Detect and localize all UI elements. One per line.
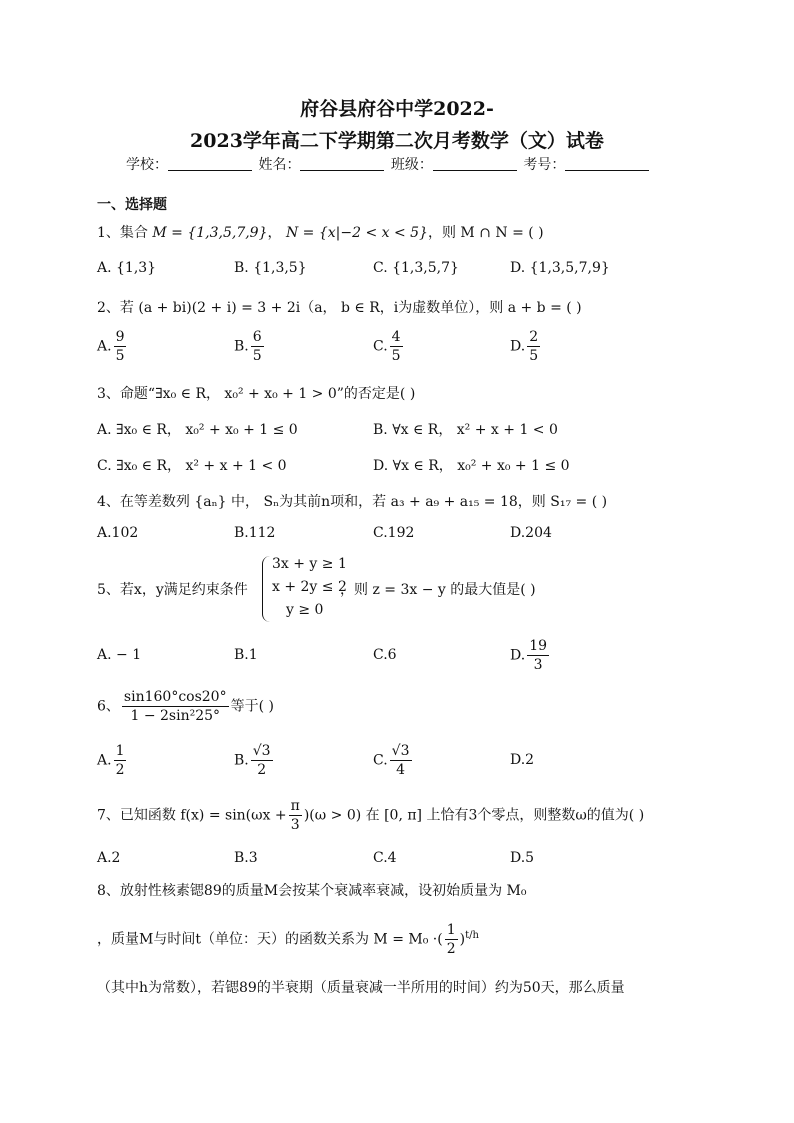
q4-stem: 在等差数列 {aₙ} 中， Sₙ为其前n项和，若 a₃ + a₉ + a₁₅ = 18，则 S₁₇ = ( ) bbox=[119, 494, 608, 510]
q6-option-d[interactable]: D.2 bbox=[510, 752, 535, 768]
q7-number: 7、 bbox=[97, 807, 120, 824]
q5-option-c[interactable]: C.6 bbox=[373, 647, 397, 663]
q6-c-fraction: $\frac{√3}{4}$ bbox=[391, 743, 410, 778]
q1-option-b[interactable]: B. {1,3,5} bbox=[234, 260, 307, 276]
school-label: 学校： bbox=[126, 157, 168, 173]
q2-c-label: C. bbox=[373, 338, 388, 355]
q1-stem: 集合 bbox=[119, 225, 148, 241]
question-2 bbox=[97, 297, 717, 317]
q5-constraint-3: y ≥ 0 bbox=[286, 602, 324, 618]
q5-constraint-2: x + 2y ≤ 2 bbox=[272, 579, 347, 595]
q5-constraint-1: 3x + y ≥ 1 bbox=[272, 556, 347, 572]
q1-set-m: M = {1,3,5,7,9} bbox=[152, 225, 268, 241]
q2-b-fraction: $\frac{6}{5}$ bbox=[252, 329, 262, 364]
q5-brace bbox=[262, 556, 270, 622]
q8-half-fraction: $\frac{1}{2}$ bbox=[446, 922, 456, 957]
section-title: 一、选择题 bbox=[97, 197, 167, 213]
q2-option-c[interactable] bbox=[373, 328, 405, 365]
q1-number: 1、 bbox=[97, 225, 120, 241]
q6-fraction: $\frac{\sin 160^\circ\cos 20^\circ}{\text{1 − 2sin²25°}}$ bbox=[123, 689, 227, 724]
student-info-row bbox=[126, 154, 686, 174]
q8-exponent: t/h bbox=[465, 929, 479, 941]
q2-c-fraction: $\frac{4}{5}$ bbox=[391, 329, 401, 364]
q7-option-c[interactable]: C.4 bbox=[373, 850, 397, 866]
q8-half-paren-close: ) bbox=[459, 931, 466, 948]
q3-option-b[interactable]: B. ∀x ∈ R， x² + x + 1 < 0 bbox=[373, 422, 558, 438]
q5-option-b[interactable]: B.1 bbox=[234, 647, 258, 663]
q4-number: 4、 bbox=[97, 494, 120, 510]
q4-option-c[interactable]: C.192 bbox=[373, 525, 415, 541]
q2-a-label: A. bbox=[97, 338, 112, 355]
q8-line2-text: ，质量M与时间t（单位：天）的函数关系为 M = M₀ · bbox=[97, 931, 438, 948]
q6-a-label: A. bbox=[97, 752, 112, 769]
q1-option-d[interactable]: D. {1,3,5,7,9} bbox=[510, 260, 610, 276]
q7-option-b[interactable]: B.3 bbox=[234, 850, 258, 866]
q8-line2 bbox=[97, 921, 717, 958]
number-blank[interactable] bbox=[565, 156, 649, 171]
q3-number: 3、 bbox=[97, 386, 120, 402]
q5-option-a[interactable]: A. − 1 bbox=[97, 647, 142, 663]
q7-stem-post: )(ω > 0) 在 [0, π] 上恰有3个零点，则整数ω的值为( ) bbox=[303, 807, 645, 824]
q5-constraints bbox=[272, 553, 347, 622]
question-6 bbox=[97, 688, 717, 725]
school-blank[interactable] bbox=[168, 156, 252, 171]
q2-option-a[interactable] bbox=[97, 328, 128, 365]
q2-d-label: D. bbox=[510, 338, 526, 355]
q4-option-a[interactable]: A.102 bbox=[97, 525, 139, 541]
q1-option-c[interactable]: C. {1,3,5,7} bbox=[373, 260, 459, 276]
question-5 bbox=[97, 579, 267, 599]
q1-set-n: N = {x|−2 < x < 5} bbox=[285, 225, 428, 241]
q6-option-b[interactable] bbox=[234, 742, 275, 779]
q2-option-b[interactable] bbox=[234, 328, 266, 365]
q7-pi-fraction: $\frac{\pi}{3}$ bbox=[290, 798, 300, 833]
q4-option-b[interactable]: B.112 bbox=[234, 525, 276, 541]
q2-a-fraction: $\frac{9}{5}$ bbox=[115, 329, 125, 364]
question-4 bbox=[97, 491, 717, 511]
exam-title-line2: 2023学年高二下学期第二次月考数学（文）试卷 bbox=[190, 130, 604, 152]
q6-post: 等于( ) bbox=[230, 698, 274, 715]
q1-ask: ，则 M ∩ N = ( ) bbox=[427, 225, 544, 241]
q2-stem: 若 (a + bi)(2 + i) = 3 + 2i（a， b ∈ R，i为虚数单位），则 a + b = ( ) bbox=[119, 300, 582, 316]
q7-option-a[interactable]: A.2 bbox=[97, 850, 121, 866]
question-1: 1、集合 M = {1,3,5,7,9}， N = {x|−2 < x < 5}，则 M ∩ N = ( ) bbox=[97, 225, 544, 241]
q5-option-d[interactable] bbox=[510, 637, 551, 674]
q3-option-d[interactable]: D. ∀x ∈ R， x₀² + x₀ + 1 ≤ 0 bbox=[373, 458, 570, 474]
class-label: 班级： bbox=[390, 157, 433, 173]
question-3 bbox=[97, 383, 717, 403]
q5-d-label: D. bbox=[510, 647, 526, 664]
q7-stem-pre: 已知函数 f(x) = sin(ωx + bbox=[119, 807, 287, 824]
q6-number: 6、 bbox=[97, 698, 120, 715]
q7-option-d[interactable]: D.5 bbox=[510, 850, 535, 866]
q6-b-label: B. bbox=[234, 752, 249, 769]
q2-b-label: B. bbox=[234, 338, 249, 355]
q6-a-fraction: $\frac{1}{2}$ bbox=[115, 743, 125, 778]
q8-line3: （其中h为常数），若锶89的半衰期（质量衰减一半所用的时间）约为50天，那么质量 bbox=[97, 980, 625, 996]
q4-option-d[interactable]: D.204 bbox=[510, 525, 552, 541]
q6-c-label: C. bbox=[373, 752, 388, 769]
exam-title-line1: 府谷县府谷中学2022- bbox=[300, 98, 494, 120]
number-label: 考号： bbox=[523, 157, 566, 173]
q5-stem-post: ，则 z = 3x − y 的最大值是( ) bbox=[340, 582, 536, 598]
name-label: 姓名： bbox=[258, 157, 301, 173]
question-7 bbox=[97, 797, 717, 834]
q5-stem-pre: 若x，y满足约束条件 bbox=[119, 582, 248, 598]
q2-option-d[interactable] bbox=[510, 328, 542, 365]
q2-d-fraction: $\frac{2}{5}$ bbox=[529, 329, 539, 364]
name-blank[interactable] bbox=[300, 156, 384, 171]
q3-stem: 命题“∃x₀ ∈ R， x₀² + x₀ + 1 > 0”的否定是( ) bbox=[119, 386, 416, 402]
q1-option-a[interactable]: A. {1,3} bbox=[97, 260, 157, 276]
q3-option-a[interactable]: A. ∃x₀ ∈ R， x₀² + x₀ + 1 ≤ 0 bbox=[97, 422, 298, 438]
q2-number: 2、 bbox=[97, 300, 120, 316]
q6-option-c[interactable] bbox=[373, 742, 414, 779]
q5-d-fraction: $\frac{19}{3}$ bbox=[529, 638, 548, 673]
q6-b-fraction: $\frac{√3}{2}$ bbox=[252, 743, 271, 778]
class-blank[interactable] bbox=[433, 156, 517, 171]
q8-line1: 放射性核素锶89的质量M会按某个衰减率衰减，设初始质量为 M₀ bbox=[119, 883, 527, 899]
q6-option-a[interactable] bbox=[97, 742, 128, 779]
q8-number: 8、 bbox=[97, 883, 120, 899]
question-8 bbox=[97, 880, 717, 900]
q5-number: 5、 bbox=[97, 582, 120, 598]
q3-option-c[interactable]: C. ∃x₀ ∈ R， x² + x + 1 < 0 bbox=[97, 458, 287, 474]
q8-half-paren: ( bbox=[437, 931, 443, 948]
